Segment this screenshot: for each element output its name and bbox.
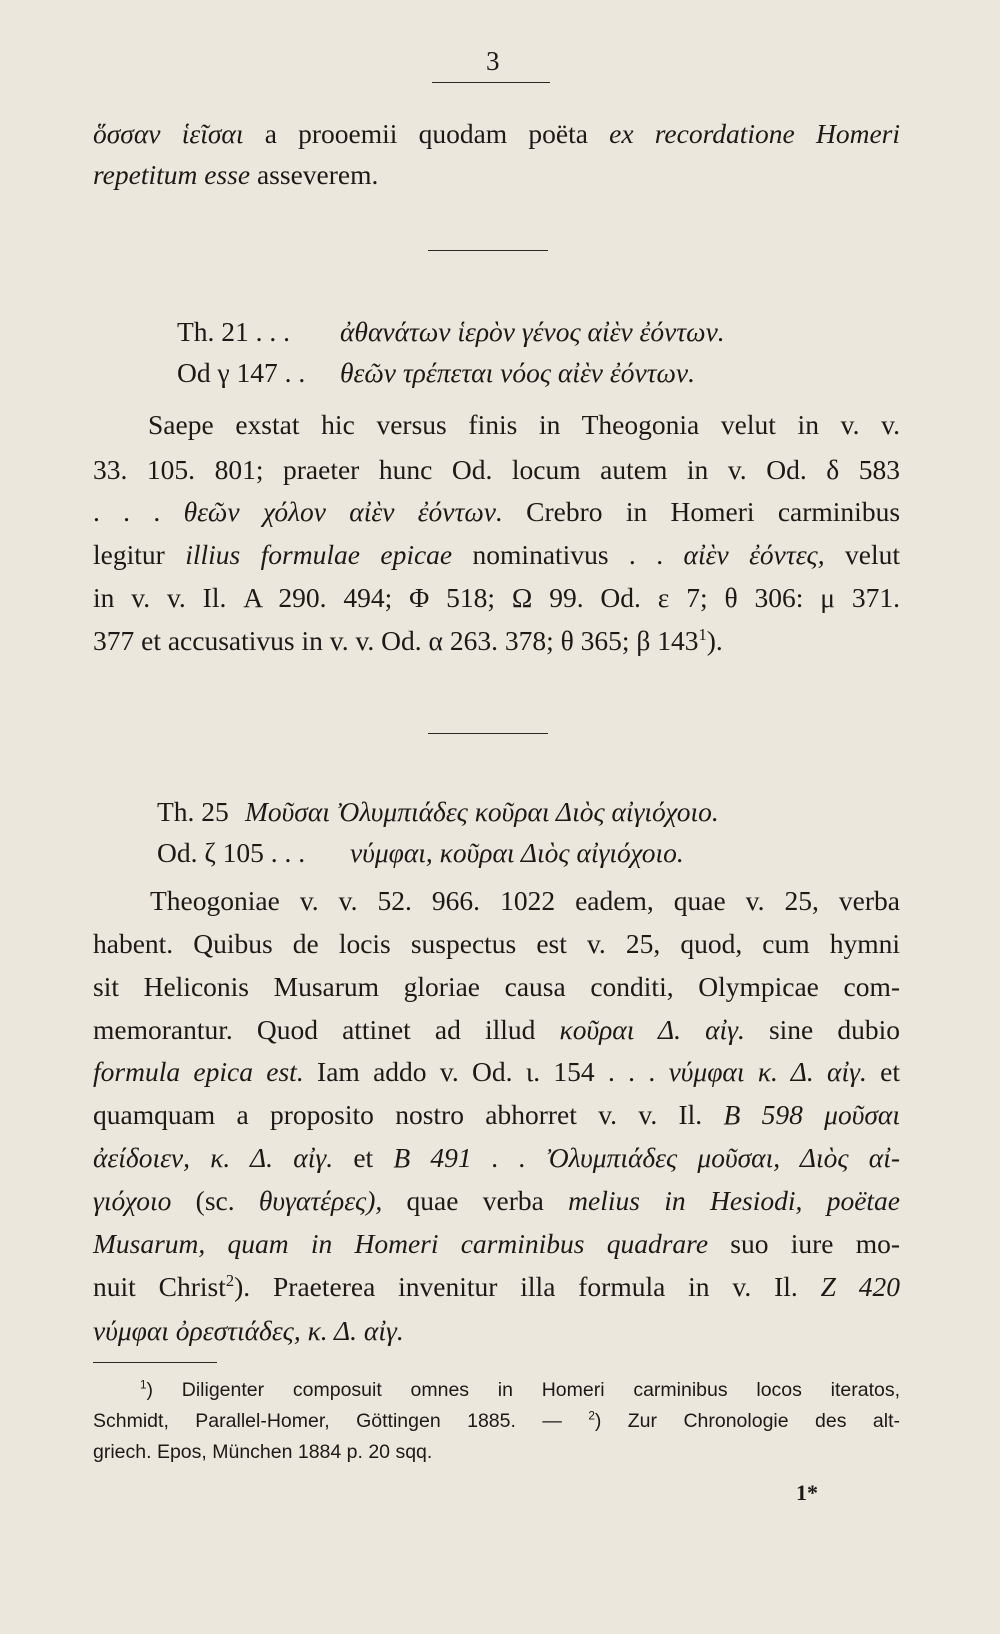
page-number: 3: [486, 46, 500, 76]
greek-phrase: νύμφαι ὀρεστιάδες, κ. Δ. αἰγ.: [93, 1315, 404, 1346]
text-line: sit Heliconis Musarum gloriae causa conditi, Olympicae com-: [93, 971, 900, 1002]
text-line: in v. v. Il. Α 290. 494; Φ 518; Ω 99. Od. ε 7; θ 306: μ 371.: [93, 582, 900, 613]
text-line: nuit Christ$^2$). Praeterea invenitur illa formula in v. Il. Ζ 420: [93, 1270, 901, 1302]
greek-phrase: ὅσσαν ἱεῖσαι: [93, 118, 244, 149]
text-line: Musarum, quam in Homeri carminibus quadrare suo iure mo-: [93, 1228, 900, 1259]
greek-phrase: μοῦσαι: [824, 1099, 900, 1130]
verse-text: νύμφαι, κοῦραι Διὸς αἰγιόχοιο.: [350, 837, 684, 868]
section-divider: [428, 733, 548, 734]
verse-text: θεῶν τρέπεται νόος αἰὲν ἐόντων.: [340, 357, 695, 388]
footnote-rule: [93, 1362, 217, 1363]
footnote-line: Schmidt, Parallel-Homer, Göttingen 1885. — $^2$) Zur Chronologie des alt-: [93, 1409, 901, 1432]
verse-ref: Od γ 147 . .: [177, 357, 306, 388]
greek-phrase: νύμφαι κ. Δ. αἰγ.: [668, 1056, 867, 1087]
footnote-line: $^1$) Diligenter composuit omnes in Homeri carminibus locos iteratos,: [140, 1378, 900, 1401]
text-line: [93, 1311, 900, 1351]
text-line: 377 et accusativus in v. v. Od. α 263. 378; θ 365; β $143^1$).: [93, 624, 723, 656]
text-line: 33. 105. 801; praeter hunc Od. locum autem in v. Od. δ 583: [93, 454, 900, 485]
section-divider: [428, 250, 548, 251]
greek-phrase: ἀείδοιεν, κ. Δ. αἰγ.: [93, 1142, 334, 1173]
verse-ref: Od. ζ 105 . . .: [157, 837, 306, 868]
footnote-ref: 1: [698, 624, 707, 644]
greek-phrase: κοῦραι Δ. αἰγ.: [559, 1014, 745, 1045]
footnote-ref: 2: [225, 1270, 235, 1290]
greek-phrase: γιόχοιο: [93, 1185, 172, 1216]
text-line: legitur illius formulae epicae nominativus . . αἰὲν ἐόντες, velut: [93, 539, 900, 570]
signature-mark: 1*: [796, 1480, 818, 1505]
text-line: formula epica est. Iam addo v. Od. ι. 154 . . . νύμφαι κ. Δ. αἰγ. et: [93, 1056, 901, 1087]
footnote-mark: 1: [140, 1378, 147, 1392]
greek-phrase: αἰὲν ἐόντες,: [683, 539, 825, 570]
text-line: quamquam a proposito nostro abhorret v. v. Il. Β 598 μοῦσαι: [93, 1099, 900, 1130]
verse-ref: Th. 25: [157, 796, 229, 827]
text-line: Theogoniae v. v. 52. 966. 1022 eadem, quae v. 25, verba: [150, 885, 900, 916]
greek-phrase: Ὀλυμπιάδες μοῦσαι, Διὸς αἰ-: [546, 1142, 900, 1173]
header-rule: [432, 82, 550, 83]
text-line: habent. Quibus de locis suspectus est v. 25, quod, cum hymni: [93, 928, 900, 959]
text-line: ὅσσαν ἱεῖσαι a prooemii quodam poëta ex recordatione Homeri: [93, 118, 900, 149]
text-line: Saepe exstat hic versus finis in Theogonia velut in v. v.: [148, 409, 900, 440]
text-line: memorantur. Quod attinet ad illud κοῦραι Δ. αἰγ. sine dubio: [93, 1014, 901, 1045]
greek-phrase: θεῶν χόλον αἰὲν ἐόντων.: [183, 496, 503, 527]
text-line: ἀείδοιεν, κ. Δ. αἰγ. et Β 491 . . Ὀλυμπιάδες μοῦσαι, Διὸς αἰ-: [93, 1142, 900, 1173]
greek-phrase: θυγατέρες),: [258, 1185, 383, 1216]
verse-text: ἀθανάτων ἱερὸν γένος αἰὲν ἐόντων.: [340, 316, 725, 347]
footnote-mark: 2: [588, 1409, 595, 1423]
text-line: . . . θεῶν χόλον αἰὲν ἐόντων. Crebro in Homeri carminibus: [93, 496, 901, 527]
text-line: γιόχοιο (sc. θυγατέρες), quae verba melius in Hesiodi, poëtae: [93, 1185, 901, 1216]
verse-text: Μοῦσαι Ὀλυμπιάδες κοῦραι Διὸς αἰγιόχοιο.: [245, 796, 719, 827]
text-line: repetitum esse asseverem.: [93, 159, 379, 190]
verse-ref: Th. 21 . . .: [177, 316, 291, 347]
footnote-line: griech. Epos, München 1884 p. 20 sqq.: [93, 1441, 433, 1463]
